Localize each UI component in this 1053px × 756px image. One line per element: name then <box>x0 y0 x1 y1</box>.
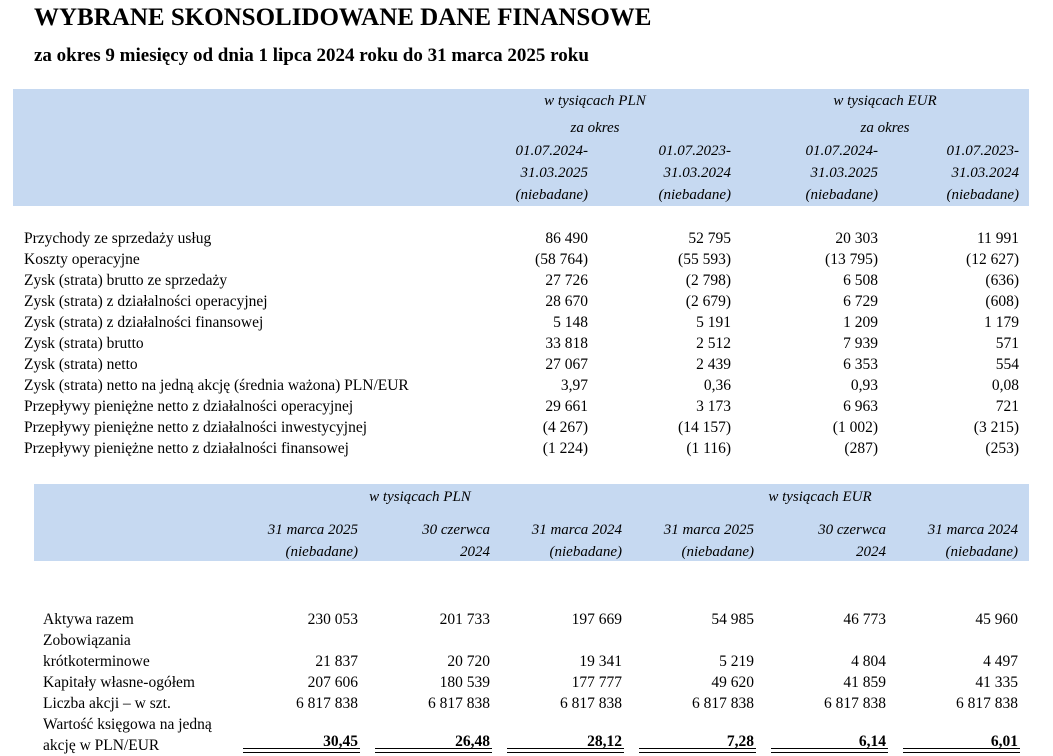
table-row <box>0 270 1053 291</box>
cell-value: (253) <box>985 440 1019 457</box>
row-label: Koszty operacyjne <box>24 251 140 268</box>
cell-value: (13 795) <box>825 251 878 268</box>
cell-value: (1 002) <box>832 419 878 436</box>
cell-value: 7,28 <box>726 733 754 750</box>
cell-value: 197 669 <box>571 611 622 628</box>
row-label: Aktywa razem <box>43 611 134 628</box>
cell-value: 6 353 <box>843 356 878 373</box>
cell-value: (287) <box>844 440 878 457</box>
cell-value: 6 817 838 <box>560 695 622 712</box>
cell-value: 6 817 838 <box>428 695 490 712</box>
double-underline <box>771 748 888 753</box>
cell-value: 46 773 <box>843 611 886 628</box>
cell-value: 52 795 <box>688 230 731 247</box>
table-row <box>0 438 1053 459</box>
row-label: Zysk (strata) netto na jedną akcję (średnia ważona) PLN/EUR <box>24 377 409 394</box>
cell-value: 45 960 <box>975 611 1018 628</box>
t1-pln-period-label: za okres <box>570 120 620 136</box>
table-row <box>0 333 1053 354</box>
t2-col1-header: 31 marca 2025 (niebadane) <box>267 522 358 560</box>
page-title: WYBRANE SKONSOLIDOWANE DANE FINANSOWE <box>34 4 652 31</box>
cell-value: 7 939 <box>843 335 878 352</box>
table-row <box>0 228 1053 249</box>
cell-value: 6 817 838 <box>956 695 1018 712</box>
cell-value: 19 341 <box>579 653 622 670</box>
table-row <box>0 249 1053 270</box>
cell-value: (2 798) <box>685 272 731 289</box>
double-underline <box>639 748 756 753</box>
cell-value: 6 817 838 <box>824 695 886 712</box>
table-row <box>0 417 1053 438</box>
cell-value: 30,45 <box>323 733 358 750</box>
t2-col2-header: 30 czerwca 2024 <box>422 522 490 560</box>
cell-value: 5 219 <box>719 653 754 670</box>
cell-value: (58 764) <box>535 251 588 268</box>
cell-value: 2 512 <box>696 335 731 352</box>
double-underline <box>507 748 624 753</box>
t1-col1-header: 01.07.2024- 31.03.2025 (niebadane) <box>515 143 588 203</box>
row-label-continued: krótkoterminowe <box>43 653 150 670</box>
cell-value: (2 679) <box>685 293 731 310</box>
cell-value: 3,97 <box>560 377 588 394</box>
table-row <box>0 354 1053 375</box>
cell-value: 41 335 <box>975 674 1018 691</box>
cell-value: 6 508 <box>843 272 878 289</box>
table-row <box>0 375 1053 396</box>
cell-value: 0,93 <box>850 377 878 394</box>
t1-col4-header: 01.07.2023- 31.03.2024 (niebadane) <box>946 143 1019 203</box>
cell-value: 41 859 <box>843 674 886 691</box>
row-label: Wartość księgowa na jedną <box>43 716 212 733</box>
t2-col5-header: 30 czerwca 2024 <box>818 522 886 560</box>
row-label: Zysk (strata) z działalności finansowej <box>24 314 264 331</box>
t1-eur-group-label: w tysiącach EUR <box>833 93 937 109</box>
table-row <box>0 312 1053 333</box>
double-underline <box>375 748 492 753</box>
row-label: Przepływy pieniężne netto z działalności finansowej <box>24 440 349 457</box>
cell-value: 1 209 <box>843 314 878 331</box>
double-underline <box>243 748 360 753</box>
t2-pln-group-label: w tysiącach PLN <box>369 489 471 505</box>
cell-value: 554 <box>995 356 1019 373</box>
cell-value: 0,08 <box>991 377 1019 394</box>
row-label: Przychody ze sprzedaży usług <box>24 230 212 247</box>
row-label: Przepływy pieniężne netto z działalności operacyjnej <box>24 398 354 415</box>
cell-value: 6 729 <box>843 293 878 310</box>
cell-value: 571 <box>995 335 1019 352</box>
cell-value: (3 215) <box>973 419 1019 436</box>
row-label: Kapitały własne-ogółem <box>43 674 195 691</box>
cell-value: 20 720 <box>447 653 490 670</box>
cell-value: 86 490 <box>545 230 588 247</box>
cell-value: 4 804 <box>851 653 886 670</box>
row-label: Liczba akcji – w szt. <box>43 695 171 712</box>
cell-value: (14 157) <box>678 419 731 436</box>
t2-eur-group-label: w tysiącach EUR <box>768 489 872 505</box>
cell-value: 33 818 <box>545 335 588 352</box>
t1-col2-header: 01.07.2023- 31.03.2024 (niebadane) <box>658 143 731 203</box>
cell-value: (1 116) <box>686 440 731 457</box>
cell-value: 21 837 <box>315 653 358 670</box>
cell-value: 11 991 <box>976 230 1019 247</box>
cell-value: 1 179 <box>984 314 1019 331</box>
cell-value: 3 173 <box>696 398 731 415</box>
cell-value: 49 620 <box>711 674 754 691</box>
row-label: Zobowiązania <box>43 632 131 649</box>
cell-value: 4 497 <box>983 653 1018 670</box>
row-label: Zysk (strata) brutto <box>24 335 144 352</box>
cell-value: 26,48 <box>455 733 490 750</box>
cell-value: 201 733 <box>439 611 490 628</box>
cell-value: 29 661 <box>545 398 588 415</box>
t1-pln-group-label: w tysiącach PLN <box>544 93 646 109</box>
cell-value: (608) <box>985 293 1019 310</box>
t2-col3-header: 31 marca 2024 (niebadane) <box>531 522 622 560</box>
cell-value: 177 777 <box>571 674 622 691</box>
row-label: Przepływy pieniężne netto z działalności inwestycyjnej <box>24 419 368 436</box>
cell-value: 27 067 <box>545 356 588 373</box>
cell-value: 54 985 <box>711 611 754 628</box>
cell-value: 28,12 <box>587 733 622 750</box>
cell-value: 27 726 <box>545 272 588 289</box>
cell-value: 6 963 <box>843 398 878 415</box>
cell-value: (12 627) <box>966 251 1019 268</box>
table-row <box>0 291 1053 312</box>
cell-value: 28 670 <box>545 293 588 310</box>
cell-value: 6,01 <box>990 733 1018 750</box>
cell-value: (55 593) <box>678 251 731 268</box>
table-row <box>0 396 1053 417</box>
cell-value: 180 539 <box>439 674 490 691</box>
cell-value: 2 439 <box>696 356 731 373</box>
double-underline <box>903 748 1020 753</box>
row-label: Zysk (strata) z działalności operacyjnej <box>24 293 268 310</box>
cell-value: 230 053 <box>307 611 358 628</box>
cell-value: 207 606 <box>307 674 358 691</box>
cell-value: (4 267) <box>542 419 588 436</box>
cell-value: 0,36 <box>703 377 731 394</box>
cell-value: (1 224) <box>542 440 588 457</box>
cell-value: 721 <box>995 398 1019 415</box>
cell-value: 20 303 <box>835 230 878 247</box>
cell-value: (636) <box>985 272 1019 289</box>
t2-col6-header: 31 marca 2024 (niebadane) <box>927 522 1018 560</box>
page-subtitle: za okres 9 miesięcy od dnia 1 lipca 2024 roku do 31 marca 2025 roku <box>34 45 589 66</box>
row-label: Zysk (strata) netto <box>24 356 138 373</box>
row-label-continued: akcję w PLN/EUR <box>43 737 160 754</box>
t1-eur-period-label: za okres <box>860 120 910 136</box>
t2-col4-header: 31 marca 2025 (niebadane) <box>663 522 754 560</box>
row-label: Zysk (strata) brutto ze sprzedaży <box>24 272 228 289</box>
cell-value: 6 817 838 <box>692 695 754 712</box>
cell-value: 5 191 <box>696 314 731 331</box>
cell-value: 6,14 <box>858 733 886 750</box>
cell-value: 5 148 <box>553 314 588 331</box>
t1-col3-header: 01.07.2024- 31.03.2025 (niebadane) <box>805 143 878 203</box>
cell-value: 6 817 838 <box>296 695 358 712</box>
